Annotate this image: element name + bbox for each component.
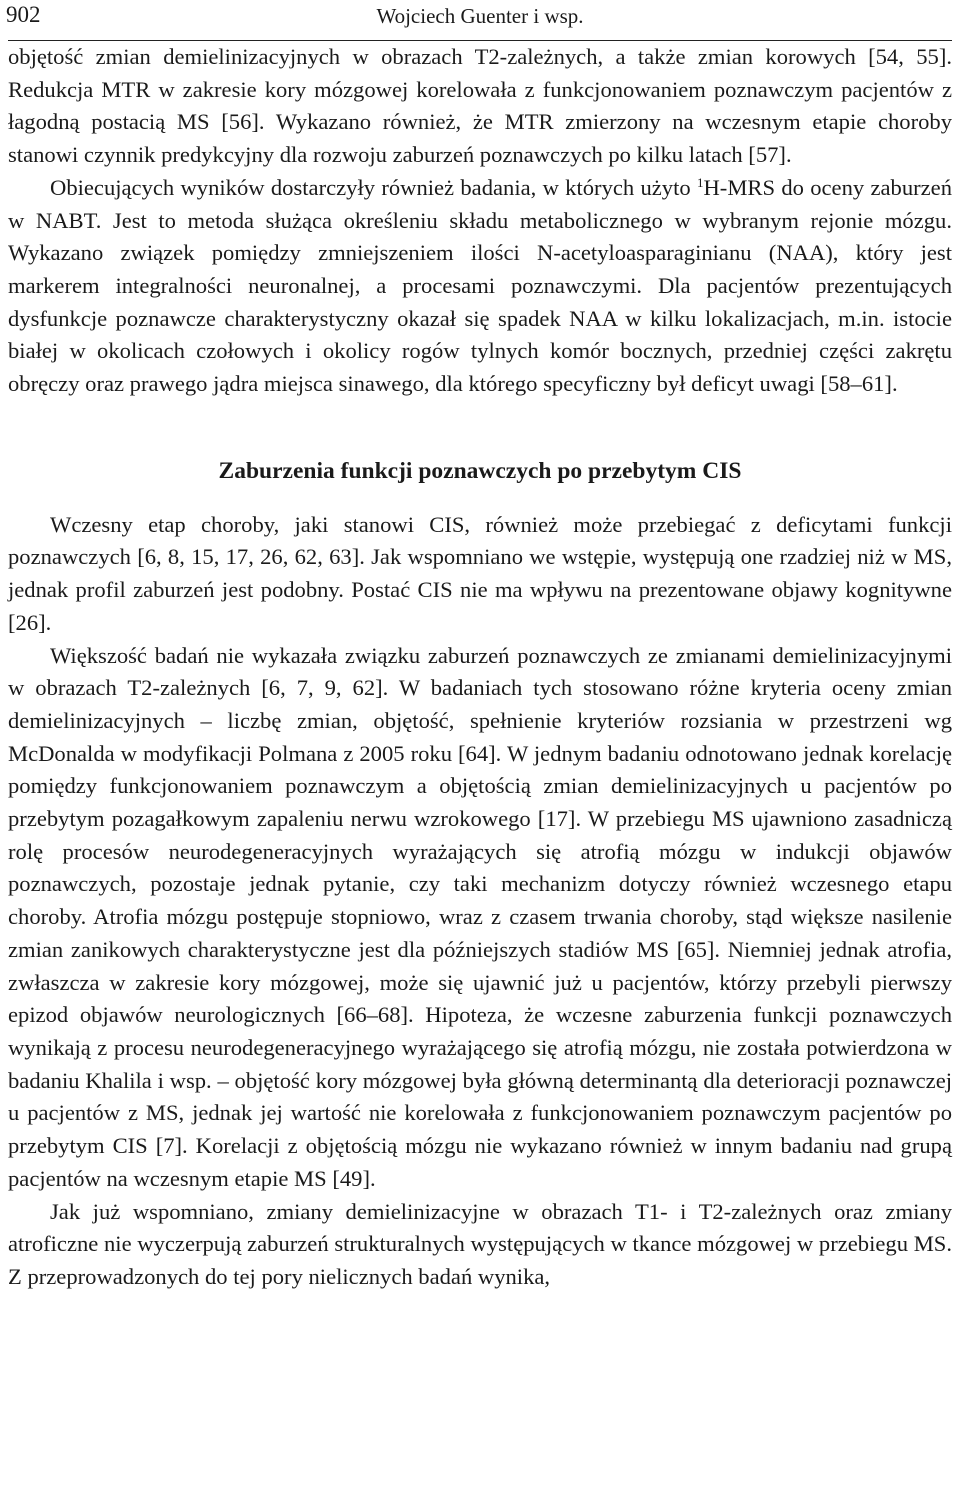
paragraph-cis-studies: Większość badań nie wykazała związku zaburzeń poznawczych ze zmianami demielinizacyjnymi w obrazach T2-zależnych [6, 7, 9, 62]. W badaniach tych stosowano różne kryteria oceny zmian demielinizacyjnych – liczbę zmian, objętość, spełnienie kryteriów rozsiania w przestrzeni wg McDonalda w modyfikacji Polmana z 2005 roku [64]. W jednym badaniu odnotowano jednak korelację pomiędzy funkcjonowaniem poznawczym a objętością zmian demielinizacyjnych u pacjentów po przebytym pozagałkowym zapaleniu nerwu wzrokowego [17]. W przebiegu MS ujawniono zasadniczą rolę procesów neurodegeneracyjnych wyrażających się atrofią mózgu w indukcji objawów poznawczych, pozostaje jednak pytanie, czy taki mechanizm dotyczy również wczesnego etapu choroby. Atrofia mózgu postępuje stopniowo, wraz z czasem trwania choroby, stąd większe nasilenie zmian zanikowych charakterystyczne jest dla późniejszych stadiów MS [65]. Niemniej jednak atrofia, zwłaszcza w zakresie kory mózgowej, może się ujawnić już u pacjentów, którzy przebyli pierwszy epizod objawów neurologicznych [66–68]. Hipoteza, że wczesne zaburzenia funkcji poznawczych wynikają z procesu neurodegeneracyjnego wyrażającego się atrofią mózgu, nie została potwierdzona w badaniu Khalila i wsp. – objętość kory mózgowej była główną determinantą dla deterioracji poznawczej u pacjentów z MS, jednak jej wartość nie korelowała z funkcjonowaniem poznawczym pacjentów po przebytym CIS [7]. Korelacji z objętością mózgu nie wykazano również w innym badaniu nad grupą pacjentów na wczesnym etapie MS [49].	[8, 642, 952, 1191]
superscript-isotope: 1	[696, 174, 704, 190]
paragraph-h-mrs-text-end: H-MRS do oceny zaburzeń w NABT. Jest to metoda służąca określeniu składu metabolicznego w wybranym rejonie mózgu. Wykazano związek pomiędzy zmniejszeniem ilości N-acetyloasparaginianu (NAA), który jest markerem integralności neuronalnej, a procesami poznawczymi. Dla pacjentów prezentujących dysfunkcje poznawcze charakterystyczny okazał się spadek NAA w kilku lokalizacjach, m.in. istocie białej w okolicach czołowych i okolicy rogów tylnych komór bocznych, przedniej części zakrętu obręczy oraz prawego jądra miejsca sinawego, dla którego specyficzny był deficyt uwagi [58–61].	[8, 174, 952, 397]
running-title: Wojciech Guenter i wsp.	[376, 4, 584, 28]
running-header	[8, 0, 952, 41]
page-number: 902	[6, 2, 41, 27]
document-page	[8, 0, 952, 1294]
body-text	[8, 41, 952, 1294]
paragraph-cis-intro: Wczesny etap choroby, jaki stanowi CIS, również może przebiegać z deficytami funkcji poznawczych [6, 8, 15, 17, 26, 62, 63]. Jak wspomniano we wstępie, występują one rzadziej niż w MS, jednak profil zaburzeń jest podobny. Postać CIS nie ma wpływu na prezentowane objawy kognitywne [26].	[8, 511, 952, 635]
paragraph-cis-structural: Jak już wspomniano, zmiany demielinizacyjne w obrazach T1- i T2-zależnych oraz zmiany atroficzne nie wyczerpują zaburzeń strukturalnych występujących w tkance mózgowej w przebiegu MS. Z przeprowadzonych do tej pory nielicznych badań wynika,	[8, 1198, 952, 1289]
paragraph-continued: objętość zmian demielinizacyjnych w obrazach T2-zależnych, a także zmian korowych [54, 55]. Redukcja MTR w zakresie kory mózgowej korelowała z funkcjonowaniem poznawczym pacjentów z łagodną postacią MS [56]. Wykazano również, że MTR zmierzony na wczesnym etapie choroby stanowi czynnik predykcyjny dla rozwoju zaburzeń poznawczych po kilku latach [57].	[8, 44, 952, 168]
section-heading: Zaburzenia funkcji poznawczych po przebytym CIS	[218, 457, 742, 484]
paragraph-h-mrs-text-start: Obiecujących wyników dostarczyły również badania, w których użyto	[50, 174, 697, 200]
paragraph-h-mrs	[8, 172, 952, 401]
